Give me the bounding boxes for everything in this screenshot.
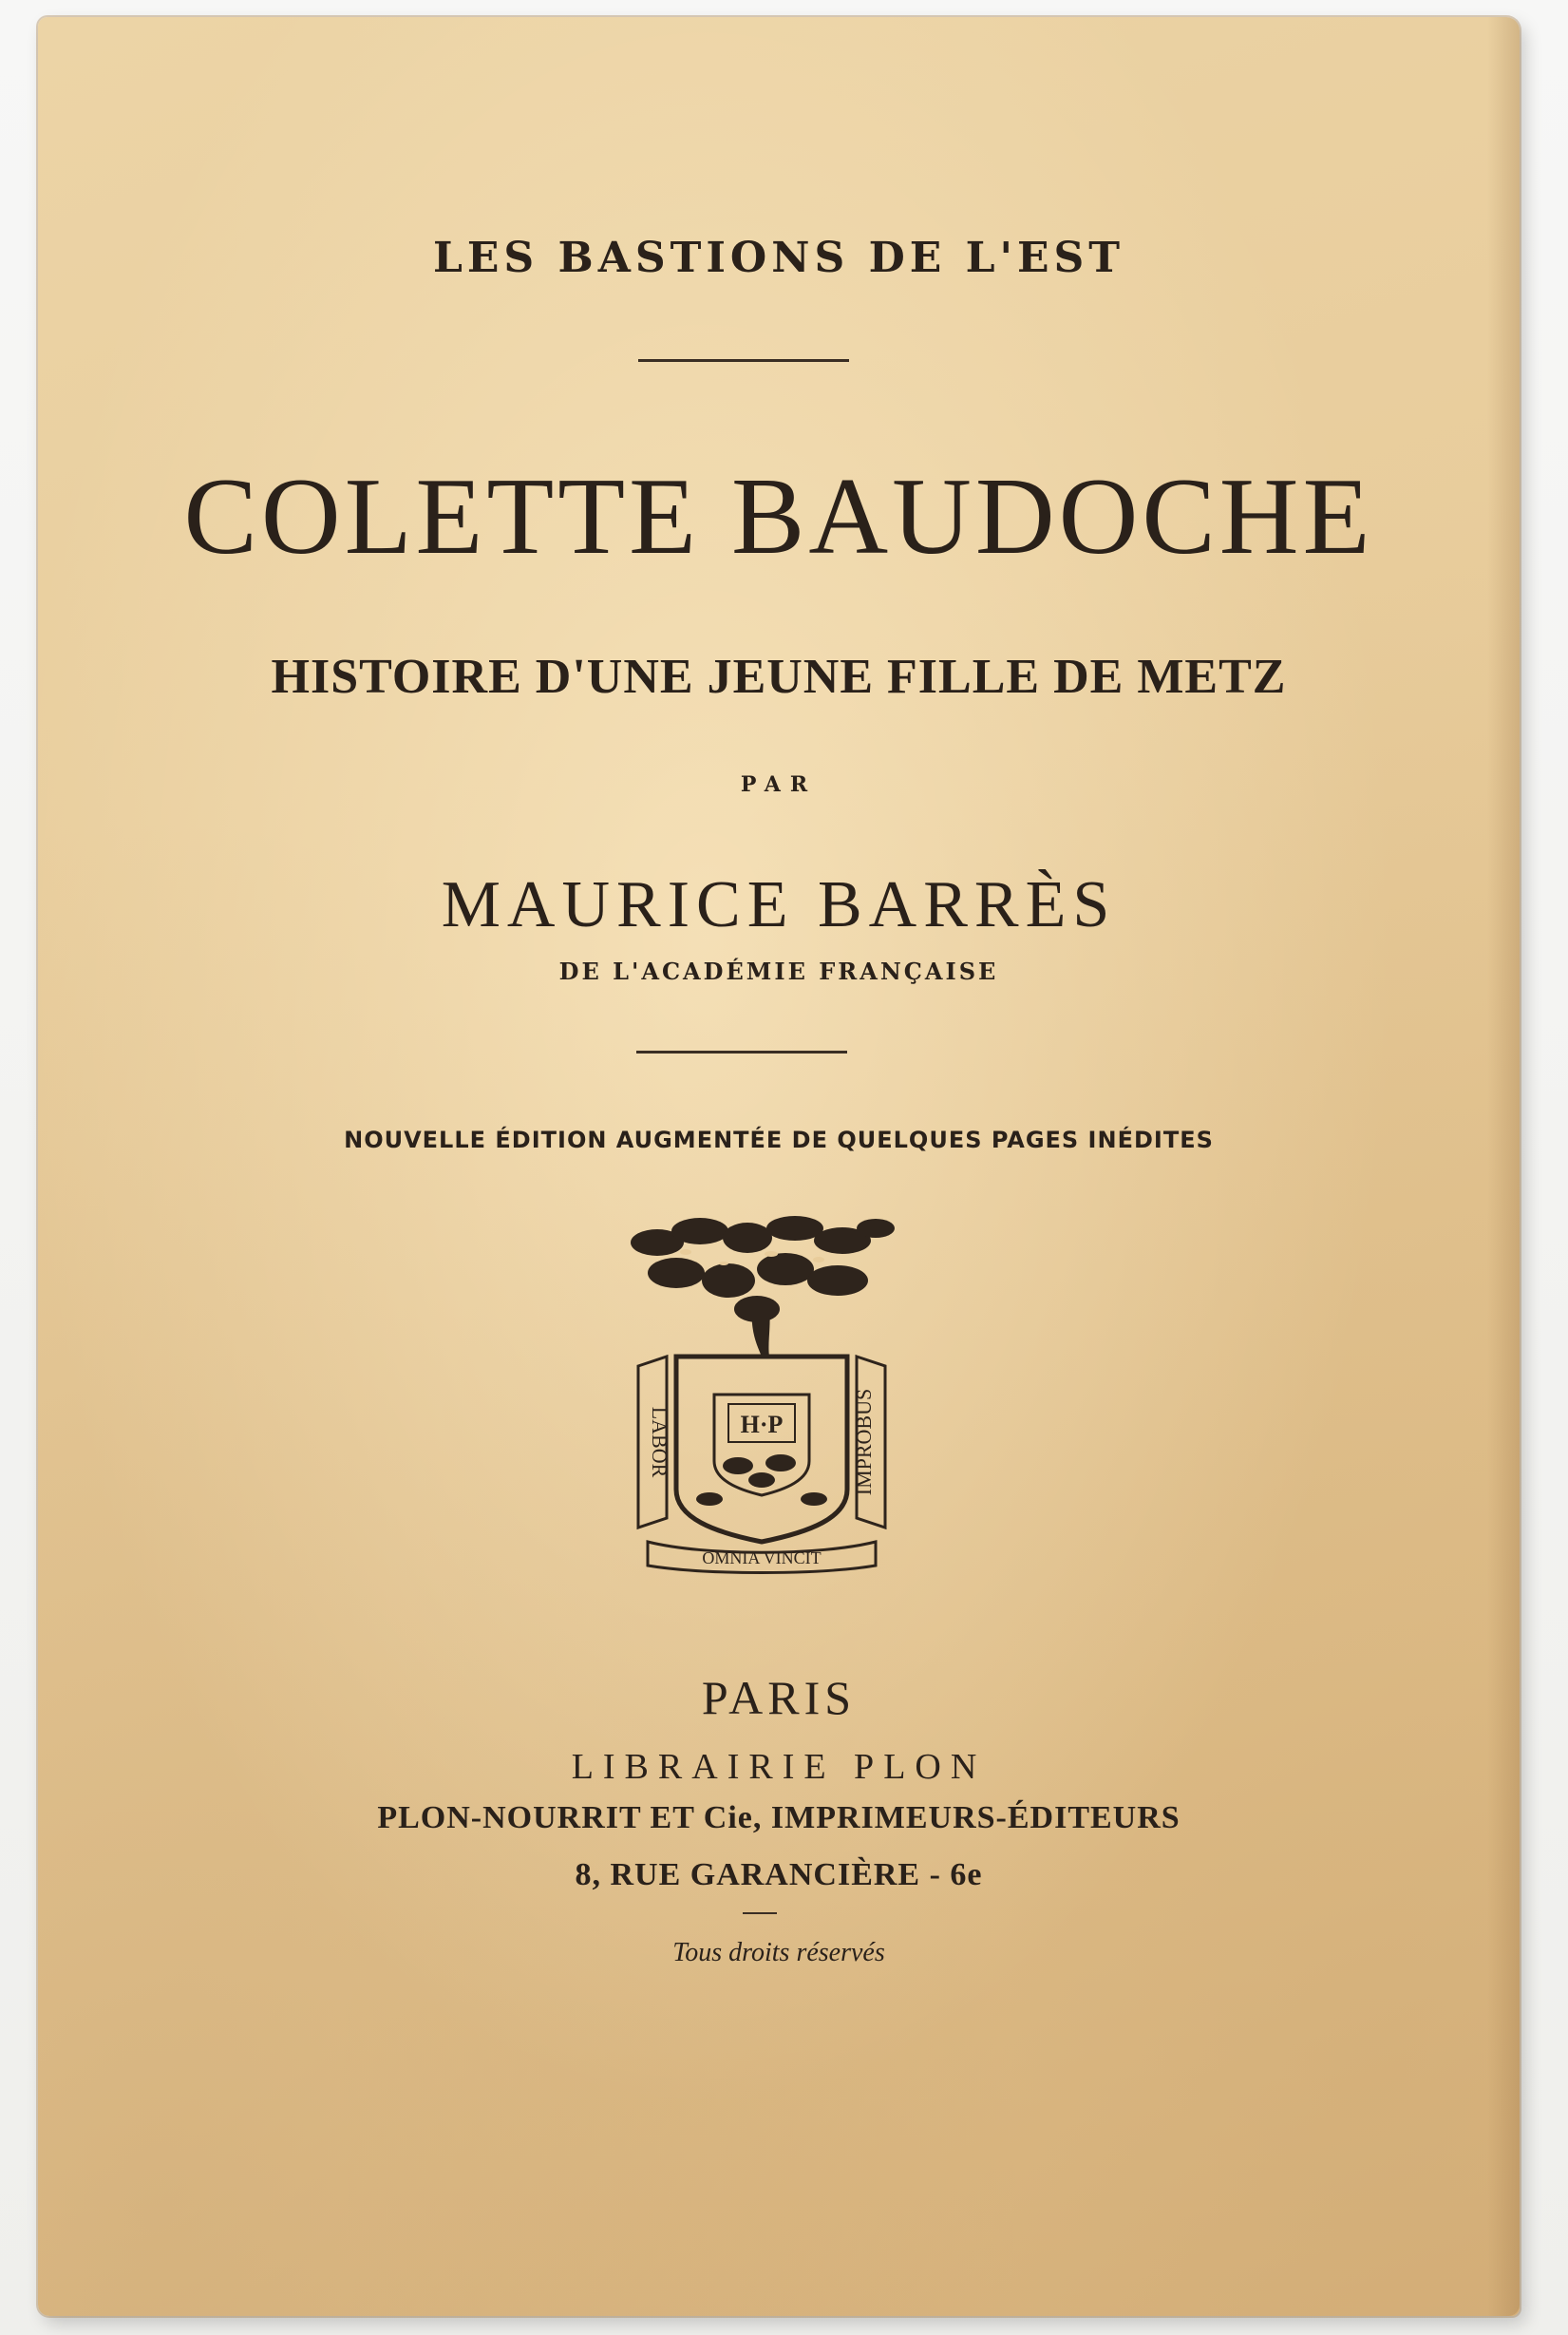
series-title: LES BASTIONS DE L'EST	[432, 234, 1125, 282]
emblem-monogram: H·P	[740, 1411, 784, 1438]
book-cover	[38, 17, 1520, 2316]
by-label: PAR	[740, 772, 818, 797]
author-affiliation: DE L'ACADÉMIE FRANÇAISE	[558, 958, 999, 985]
edition-note: NOUVELLE ÉDITION AUGMENTÉE DE QUELQUES PAGES INÉDITES	[344, 1127, 1214, 1153]
divider-rule	[636, 1051, 847, 1054]
author-name: MAURICE BARRÈS	[441, 868, 1117, 941]
imprint-address: 8, RUE GARANCIÈRE - 6e	[575, 1857, 983, 1892]
publisher-emblem-icon	[619, 1214, 904, 1575]
book-subtitle: HISTOIRE D'UNE JEUNE FILLE DE METZ	[271, 650, 1287, 704]
divider-rule	[638, 359, 849, 362]
imprint-printer: PLON-NOURRIT ET Cie, IMPRIMEURS-ÉDITEURS	[377, 1800, 1181, 1835]
emblem-motto-left: LABOR	[648, 1406, 671, 1478]
imprint-rights: Tous droits réservés	[672, 1938, 885, 1967]
imprint-city: PARIS	[701, 1671, 857, 1724]
imprint-publisher: LIBRAIRIE PLON	[571, 1747, 987, 1787]
emblem-motto-bottom: OMNIA VINCIT	[702, 1548, 822, 1567]
emblem-motto-right: IMPROBUS	[852, 1388, 876, 1496]
divider-rule	[743, 1912, 777, 1914]
book-title: COLETTE BAUDOCHE	[183, 456, 1374, 578]
